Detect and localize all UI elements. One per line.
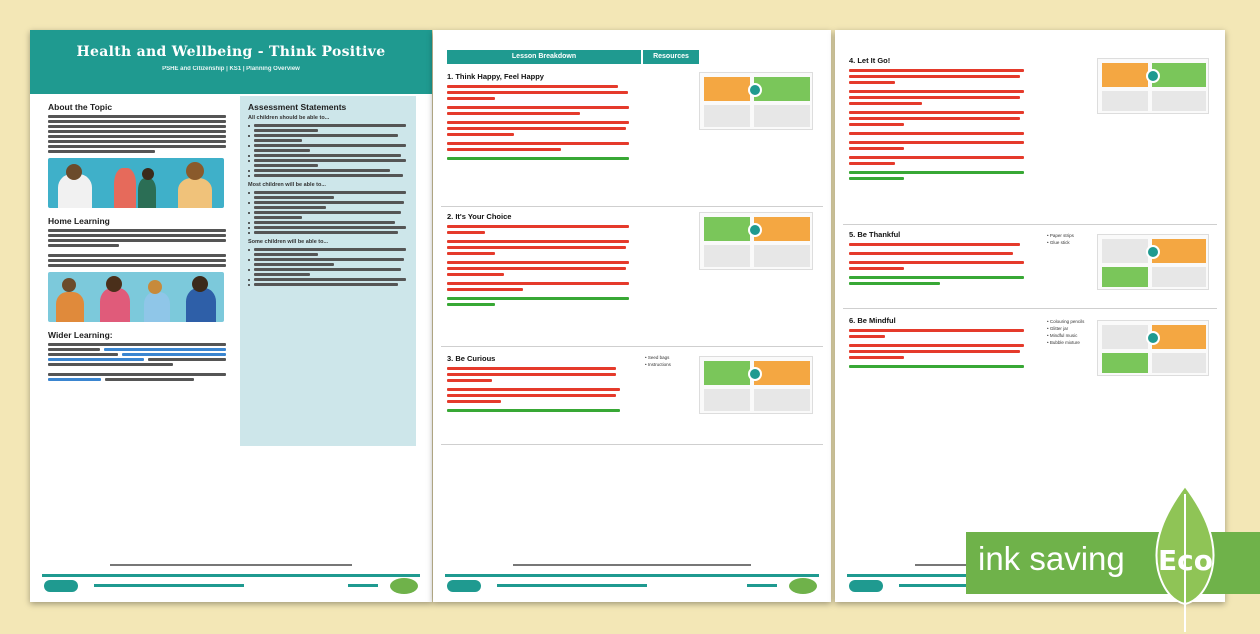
resource-thumbnail[interactable]: [699, 72, 813, 130]
assessment-all-list: [248, 124, 408, 177]
lesson-title: 4. Let It Go!: [849, 56, 891, 65]
lesson-3: [447, 354, 627, 415]
lesson-title: 2. It's Your Choice: [447, 212, 512, 221]
page-title: Health and Wellbeing - Think Positive: [76, 44, 386, 60]
assessment-subheading-all: All children should be able to...: [248, 115, 330, 121]
lesson-6-resources: • Colouring pencils • Glitter jar • Mindful music • Bubble mixture: [1047, 319, 1085, 345]
brand-logo-icon: [44, 580, 78, 592]
ink-saving-label: ink saving: [978, 540, 1125, 577]
resource-thumbnail[interactable]: [1097, 320, 1209, 376]
home-learning-text: [48, 229, 226, 267]
resource-thumbnail[interactable]: [1097, 58, 1209, 114]
lesson-title: 3. Be Curious: [447, 354, 496, 363]
about-heading: About the Topic: [48, 102, 113, 112]
lesson-5: [849, 230, 1031, 288]
assessment-most-list: [248, 191, 408, 234]
quality-badge-icon: [390, 578, 418, 594]
assessment-subheading-most: Most children will be able to...: [248, 182, 326, 188]
left-column: [48, 102, 226, 386]
resource-thumbnail[interactable]: [1097, 234, 1209, 290]
play-icon: [748, 367, 762, 381]
play-icon: [748, 223, 762, 237]
lesson-3-resources: • Seed bags • Instructions: [645, 355, 671, 367]
planning-page-2: [433, 30, 831, 602]
lesson-breakdown-header: Lesson Breakdown: [447, 50, 641, 64]
assessment-some-list: [248, 248, 408, 286]
assessment-subheading-some: Some children will be able to...: [248, 239, 329, 245]
eco-label: Eco: [1158, 544, 1213, 577]
play-icon: [1146, 331, 1160, 345]
wider-learning-heading: Wider Learning:: [48, 330, 113, 340]
group-illustration: [48, 272, 224, 322]
planning-page-1: [30, 30, 432, 602]
brand-logo-icon: [447, 580, 481, 592]
resource-thumbnail[interactable]: [699, 356, 813, 414]
lesson-title: 1. Think Happy, Feel Happy: [447, 72, 544, 81]
lesson-title: 6. Be Mindful: [849, 316, 896, 325]
play-icon: [1146, 69, 1160, 83]
lesson-title: 5. Be Thankful: [849, 230, 901, 239]
resources-header: Resources: [643, 50, 699, 64]
lesson-4: [849, 56, 1031, 183]
page-footer: [433, 556, 831, 602]
lesson-2: [447, 212, 637, 309]
home-learning-heading: Home Learning: [48, 216, 110, 226]
play-icon: [1146, 245, 1160, 259]
children-illustration: [48, 158, 224, 208]
page-header: [30, 30, 432, 94]
lesson-1: [447, 72, 637, 163]
lesson-6: [849, 316, 1031, 371]
about-text: [48, 115, 226, 153]
assessment-heading: Assessment Statements: [248, 102, 347, 112]
wider-learning-text: [48, 343, 226, 381]
assessment-panel: [240, 96, 416, 446]
quality-badge-icon: [789, 578, 817, 594]
resource-thumbnail[interactable]: [699, 212, 813, 270]
brand-logo-icon: [849, 580, 883, 592]
lesson-5-resources: • Paper strips • Glue stick: [1047, 233, 1074, 245]
page-subtitle: PSHE and Citizenship | KS1 | Planning Overview: [162, 66, 300, 72]
play-icon: [748, 83, 762, 97]
page-footer: [30, 556, 432, 602]
